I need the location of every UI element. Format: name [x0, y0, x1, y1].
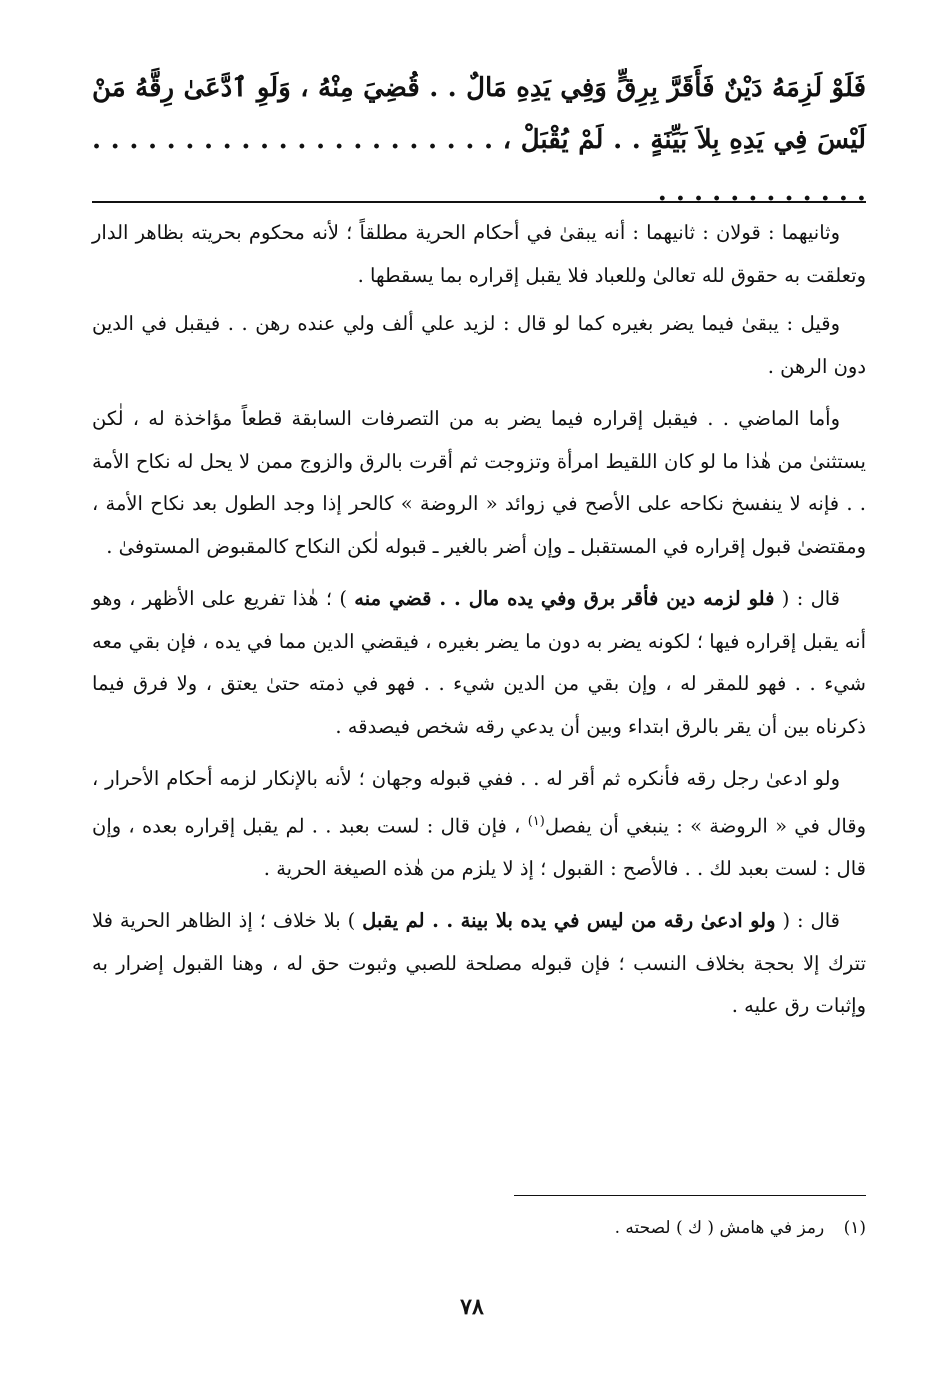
footnote-separator-rule: [514, 1195, 866, 1196]
commentary-text: ولو ادعىٰ رجل رقه فأنكره ثم أقر له . . ففي قبوله وجهان ؛ لأنه بالإنكار لزمه أحكام الأحرار ، وقال في « الروضة » : ينبغي أن يفصل: [92, 767, 866, 837]
commentary-text: ، فإن قال : لست بعبد . . لم يقبل إقراره بعده ، وإن قال : لست بعبد لك . . فالأصح : القبول ؛ إذ لا يلزم من هٰذه الصيغة الحرية .: [92, 814, 866, 880]
commentary-paragraph-2: وقيل : يبقىٰ فيما يضر بغيره كما لو قال : لزيد علي ألف ولي عنده رهن . . فيقبل في الدين دون الرهن .: [92, 312, 866, 378]
matn-quote: ولو ادعىٰ رقه من ليس في يده بلا بينة . . لم يقبل: [362, 909, 776, 932]
commentary-paragraph-1: وثانيهما : قولان : ثانيهما : أنه يبقىٰ في أحكام الحرية مطلقاً ؛ لأنه محكوم بحريته بظاهر الدار وتعلقت به حقوق لله تعالىٰ وللعباد فلا يقبل إقراره بما يسقطها .: [92, 221, 866, 287]
matn-text: [92, 62, 866, 218]
page-number: ٧٨: [460, 1294, 484, 1320]
commentary-paragraph-5: [92, 758, 866, 890]
quote-open: قال : (: [775, 909, 840, 932]
matn-dots: . . . . . . . . . . . . . . . . . . . . . . . . . . . . . . . . . .: [92, 125, 866, 207]
footnote: [615, 1216, 866, 1240]
matn-quote: فلو لزمه دين فأقر برق وفي يده مال . . قضي منه: [354, 587, 775, 610]
matn-body: فَلَوْ لَزِمَهُ دَيْنٌ فَأَقَرَّ بِرِقٍّ وَفِي يَدِهِ مَالٌ . . قُضِيَ مِنْهُ ، وَلَوِ ٱدَّعَىٰ رِقَّهُ مَنْ لَيْسَ فِي يَدِهِ بِلاَ بَيِّنَةٍ . . لَمْ يُقْبَلْ ،: [92, 73, 867, 155]
footnote-reference[interactable]: (١): [527, 813, 545, 829]
commentary-paragraph-3: وأما الماضي . . فيقبل إقراره فيما يضر به من التصرفات السابقة قطعاً مؤاخذة له ، لٰكن يستثنىٰ من هٰذا ما لو كان اللقيط امرأة وتزوجت ثم أقرت بالرق والزوج ممن لا يحل له نكاح الأمة . . فإنه لا ينفسخ نكاحه على الأصح في زوائد « الروضة » كالحر إذا وجد الطول بعد نكاح الأمة ، ومقتضىٰ قبول إقراره في المستقبل ـ وإن أضر بالغير ـ قبوله لٰكن النكاح كالمقبوض المستوفىٰ .: [92, 407, 866, 558]
commentary: [92, 212, 866, 1038]
commentary-paragraph-4: [92, 578, 866, 748]
footnote-text: رمز في هامش ( ك ) لصحته .: [614, 1218, 825, 1238]
footnote-number: (١): [843, 1218, 866, 1238]
commentary-text: ) بلا خلاف ؛ إذ الظاهر الحرية فلا تترك إلا بحجة بخلاف النسب ؛ فإن قبوله مصلحة للصبي وثبوت حق له ، وهنا القبول إضرار به وإثبات رق عليه .: [92, 909, 866, 1017]
commentary-paragraph-6: [92, 900, 866, 1028]
matn-separator-rule: [92, 201, 866, 203]
quote-open: قال : (: [774, 587, 840, 610]
commentary-text: ) ؛ هٰذا تفريع على الأظهر ، وهو أنه يقبل إقراره فيها ؛ لكونه يضر به دون ما يضر بغيره ، فيقضي الدين مما في يده ، فإن بقي معه شيء . . فهو للمقر له ، وإن بقي من الدين شيء . . فهو في ذمته حتىٰ يعتق ، ولا فرق فيما ذكرناه بين أن يقر بالرق ابتداء وبين أن يدعي رقه شخص فيصدقه .: [92, 587, 866, 738]
